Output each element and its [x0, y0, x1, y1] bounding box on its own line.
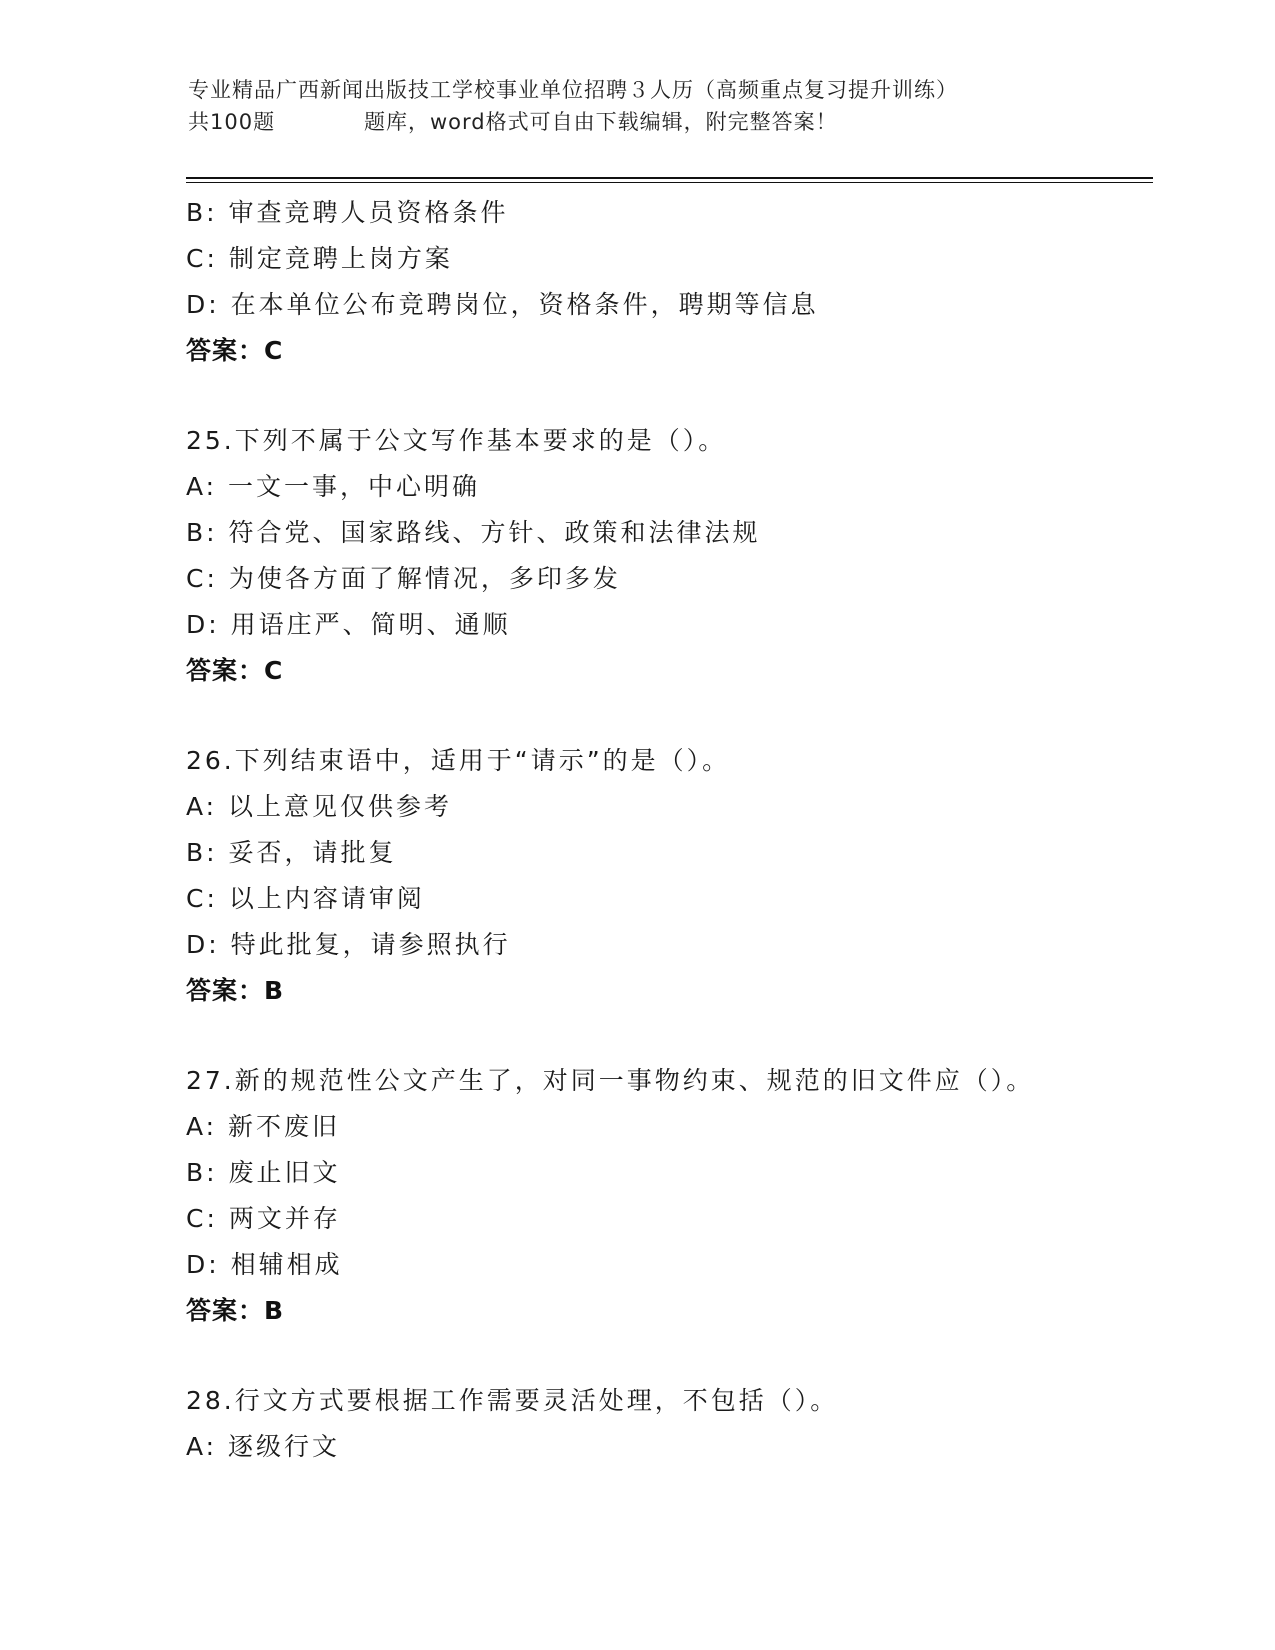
option-c: C: 为使各方面了解情况，多印多发 [186, 564, 621, 593]
option-a: A: 新不废旧 [186, 1112, 341, 1141]
carryover-block [186, 190, 1146, 374]
option-c: C: 以上内容请审阅 [186, 884, 425, 913]
option-b: B: 妥否，请批复 [186, 838, 397, 867]
answer-line: 答案：B [186, 1296, 285, 1325]
answer-line: 答案：C [186, 656, 284, 685]
option-a: A: 逐级行文 [186, 1432, 341, 1461]
header-title-line2 [188, 106, 1148, 138]
header-rule-thick [186, 177, 1153, 179]
option-a: A: 一文一事，中心明确 [186, 472, 481, 501]
spacer [186, 1014, 1146, 1058]
spacer [186, 1334, 1146, 1378]
option-d: D: 用语庄严、简明、通顺 [186, 610, 511, 639]
option-b: B: 符合党、国家路线、方针、政策和法律法规 [186, 518, 761, 547]
option-b: B: 废止旧文 [186, 1158, 341, 1187]
question-title: 28.行文方式要根据工作需要灵活处理，不包括（）。 [186, 1386, 839, 1415]
document-header [188, 74, 1148, 138]
question-26 [186, 738, 1146, 1014]
question-27 [186, 1058, 1146, 1334]
option-a: A: 以上意见仅供参考 [186, 792, 453, 821]
answer-line: 答案：C [186, 336, 284, 365]
question-28 [186, 1378, 1146, 1470]
option-d: D: 相辅相成 [186, 1250, 343, 1279]
option-d: D: 在本单位公布竞聘岗位，资格条件，聘期等信息 [186, 290, 819, 319]
spacer [186, 694, 1146, 738]
question-title: 25.下列不属于公文写作基本要求的是（）。 [186, 426, 727, 455]
question-25 [186, 418, 1146, 694]
option-b: B: 审查竞聘人员资格条件 [186, 198, 509, 227]
option-c: C: 制定竞聘上岗方案 [186, 244, 453, 273]
header-title-line1: 专业精品广西新闻出版技工学校事业单位招聘３人历（高频重点复习提升训练） [188, 78, 958, 102]
spacer [186, 374, 1146, 418]
question-title: 27.新的规范性公文产生了，对同一事物约束、规范的旧文件应（）。 [186, 1066, 1035, 1095]
header-subtitle: 题库，word格式可自由下载编辑，附完整答案！ [364, 110, 838, 134]
answer-line: 答案：B [186, 976, 285, 1005]
option-d: D: 特此批复，请参照执行 [186, 930, 511, 959]
header-rule-thin [186, 182, 1153, 183]
question-count: 共100题 [188, 110, 276, 134]
question-title: 26.下列结束语中，适用于“请示”的是（）。 [186, 746, 731, 775]
question-content [186, 190, 1146, 1470]
option-c: C: 两文并存 [186, 1204, 341, 1233]
